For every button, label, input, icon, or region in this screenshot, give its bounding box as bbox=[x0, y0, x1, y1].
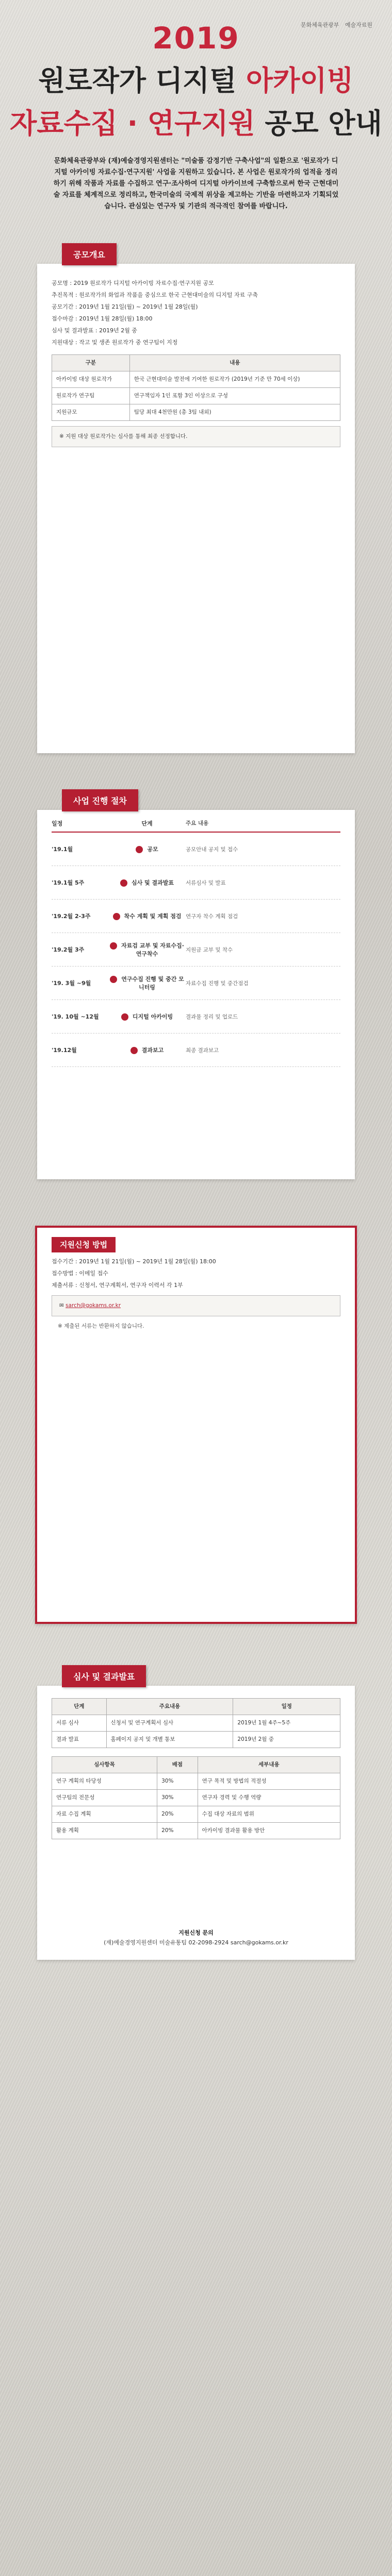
timeline-dot-icon bbox=[136, 846, 143, 853]
timeline-dot-icon bbox=[110, 976, 117, 983]
timeline-date: '19.12월 bbox=[52, 1047, 77, 1054]
timeline-head-date: 일정 bbox=[52, 820, 63, 827]
timeline-dot-icon bbox=[121, 1013, 128, 1021]
table-cell: 한국 근현대미술 발전에 기여한 원로작가 (2019년 기준 만 70세 이상) bbox=[129, 371, 340, 388]
timeline-desc: 최종 결과보고 bbox=[186, 1047, 219, 1054]
timeline-desc: 연구자 착수 계획 점검 bbox=[186, 913, 238, 920]
apply-email-box bbox=[52, 1295, 340, 1316]
timeline-step-label: 결과보고 bbox=[141, 1047, 164, 1054]
timeline-header bbox=[52, 819, 340, 833]
timeline-date: '19. 3월 ~9월 bbox=[52, 980, 91, 987]
timeline-step bbox=[108, 845, 186, 853]
table-header: 배점 bbox=[157, 1757, 198, 1773]
section-review bbox=[37, 1686, 355, 1960]
table-row bbox=[52, 1806, 340, 1823]
timeline-head-desc: 주요 내용 bbox=[186, 820, 209, 826]
table-cell: 자료 수집 계획 bbox=[52, 1806, 157, 1823]
table-row bbox=[52, 1790, 340, 1806]
timeline-date: '19. 10월 ~12월 bbox=[52, 1013, 99, 1020]
contact-block bbox=[52, 1928, 340, 1947]
overview-item: 추진목적 : 원로작가의 화업과 작품을 중심으로 한국 근현대미술의 디지털 자료 구축 bbox=[52, 292, 258, 298]
table-header: 내용 bbox=[129, 355, 340, 371]
section-process-head bbox=[62, 789, 392, 810]
timeline-step bbox=[108, 1012, 186, 1021]
overview-item: 심사 및 결과발표 : 2019년 2월 중 bbox=[52, 327, 137, 334]
overview-list bbox=[52, 278, 340, 347]
timeline-step bbox=[108, 975, 186, 991]
timeline-step bbox=[108, 878, 186, 887]
table-cell: 연구자 경력 및 수행 역량 bbox=[198, 1790, 340, 1806]
section-apply-tab: 지원신청 방법 bbox=[52, 1237, 116, 1252]
section-process-tab: 사업 진행 절차 bbox=[62, 789, 138, 811]
review-table bbox=[52, 1698, 340, 1748]
table-row bbox=[52, 1732, 340, 1748]
table-cell: 원로작가 연구팀 bbox=[52, 388, 130, 404]
overview-note: ※ 지원 대상 원로작가는 심사를 통해 최종 선정합니다. bbox=[52, 426, 340, 447]
hero-title-line1 bbox=[0, 59, 392, 98]
timeline-desc: 자료수집 진행 및 중간점검 bbox=[186, 980, 249, 987]
hero-title-b: 공모 안내 bbox=[255, 107, 382, 140]
hero-title-a: 원로작가 디지털 bbox=[38, 64, 247, 97]
hero-title-a-red: 아카이빙 bbox=[246, 64, 354, 97]
table-cell: 활용 계획 bbox=[52, 1823, 157, 1839]
timeline-dot-icon bbox=[113, 913, 120, 920]
table-cell: 20% bbox=[157, 1806, 198, 1823]
section-review-tab: 심사 및 결과발표 bbox=[62, 1665, 146, 1687]
archive-logo: 예술자료원 bbox=[345, 22, 372, 28]
overview-table bbox=[52, 354, 340, 421]
table-cell: 2019년 1월 4주~5주 bbox=[233, 1715, 340, 1732]
score-table bbox=[52, 1756, 340, 1839]
timeline-dot-icon bbox=[110, 942, 117, 950]
section-overview-head bbox=[62, 243, 392, 264]
timeline-head-step: 단계 bbox=[141, 820, 153, 827]
hero-title-b-red: 자료수집 · 연구지원 bbox=[10, 107, 255, 140]
timeline-dot-icon bbox=[120, 879, 127, 887]
section-review-head bbox=[62, 1665, 392, 1686]
timeline-step-label: 디지털 아카이빙 bbox=[132, 1013, 173, 1020]
timeline-row bbox=[52, 1000, 340, 1033]
contact-text: (재)예술경영지원센터 미술유통팀 02-2098-2924 sarch@gokams.or.kr bbox=[104, 1939, 288, 1946]
table-header: 심사항목 bbox=[52, 1757, 157, 1773]
table-row bbox=[52, 1715, 340, 1732]
table-cell: 아카이빙 결과물 활용 방안 bbox=[198, 1823, 340, 1839]
timeline-date: '19.2월 2-3주 bbox=[52, 913, 91, 920]
table-row bbox=[52, 404, 340, 421]
table-cell: 30% bbox=[157, 1790, 198, 1806]
timeline-step bbox=[108, 941, 186, 958]
overview-item: 지원대상 : 작고 및 생존 원로작가 중 연구팀이 지정 bbox=[52, 339, 178, 346]
ministry-logo: 문화체육관광부 bbox=[300, 22, 339, 28]
hero bbox=[0, 0, 392, 212]
table-cell: 수집 대상 자료의 범위 bbox=[198, 1806, 340, 1823]
apply-item: 접수기간 : 2019년 1월 21일(월) ~ 2019년 1월 28일(월) 18:00 bbox=[52, 1258, 216, 1265]
table-row bbox=[52, 1823, 340, 1839]
table-cell: 20% bbox=[157, 1823, 198, 1839]
timeline-row bbox=[52, 866, 340, 900]
table-cell: 30% bbox=[157, 1773, 198, 1790]
timeline-desc: 지원금 교부 및 착수 bbox=[186, 946, 233, 953]
sponsor-logos bbox=[297, 21, 372, 29]
timeline-desc: 서류심사 및 발표 bbox=[186, 879, 226, 886]
table-row bbox=[52, 1773, 340, 1790]
table-row bbox=[52, 388, 340, 404]
table-header: 일정 bbox=[233, 1699, 340, 1715]
table-cell: 연구책임자 1인 포함 3인 이상으로 구성 bbox=[129, 388, 340, 404]
timeline-date: '19.2월 3주 bbox=[52, 946, 85, 953]
apply-note: ※ 제출된 서류는 반환하지 않습니다. bbox=[58, 1323, 144, 1329]
contact-label: 지원신청 문의 bbox=[178, 1929, 214, 1936]
timeline-step bbox=[108, 1046, 186, 1054]
process-timeline bbox=[37, 810, 355, 1179]
timeline-step-label: 연구수집 진행 및 중간 모니터링 bbox=[121, 976, 184, 991]
apply-email-link[interactable]: sarch@gokams.or.kr bbox=[66, 1302, 121, 1309]
overview-item: 공모명 : 2019 원로작가 디지털 아카이빙 자료수집·연구지원 공모 bbox=[52, 280, 214, 286]
section-apply bbox=[35, 1226, 357, 1624]
timeline-step-label: 공모 bbox=[147, 846, 158, 853]
apply-list bbox=[52, 1257, 340, 1290]
timeline-dot-icon bbox=[130, 1047, 138, 1054]
table-cell: 연구팀의 전문성 bbox=[52, 1790, 157, 1806]
timeline-step-label: 자료검 교부 및 자료수집·연구착수 bbox=[121, 942, 184, 957]
table-header: 주요내용 bbox=[106, 1699, 233, 1715]
timeline-row bbox=[52, 967, 340, 1000]
table-cell: 서류 심사 bbox=[52, 1715, 107, 1732]
hero-year: 2019 bbox=[152, 21, 240, 56]
timeline-desc: 공모안내 공지 및 접수 bbox=[186, 846, 238, 853]
table-cell: 홈페이지 공지 및 개별 통보 bbox=[106, 1732, 233, 1748]
timeline-step bbox=[108, 912, 186, 920]
timeline-row bbox=[52, 933, 340, 967]
timeline-row bbox=[52, 1033, 340, 1067]
table-cell: 아카이빙 대상 원로작가 bbox=[52, 371, 130, 388]
table-cell: 연구 목적 및 방법의 적절성 bbox=[198, 1773, 340, 1790]
table-header: 단계 bbox=[52, 1699, 107, 1715]
table-header: 세부내용 bbox=[198, 1757, 340, 1773]
intro-text: 문화체육관광부와 (재)예술경영지원센터는 "미술품 감정기반 구축사업"의 일환으로 '원로작가 디지털 아카이빙 자료수집·연구지원' 사업을 지원하고 있습니다. 본 사업은 원로작가의 업적을 정리하기 위해 작품과 자료를 수집하고 연구·조사하여 디지털 아카이브에 구축함으로써 한국 근현대미술 자료를 체계적으로 정리하고, 한국미술의 국제적 위상을 제고하는 기반을 마련하고자 기획되었습니다. 관심있는 연구자 및 기관의 적극적인 참여를 바랍니다. bbox=[53, 157, 339, 210]
table-cell: 신청서 및 연구계획서 심사 bbox=[106, 1715, 233, 1732]
section-overview-tab: 공모개요 bbox=[62, 243, 117, 265]
table-cell: 연구 계획의 타당성 bbox=[52, 1773, 157, 1790]
table-cell: 2019년 2월 중 bbox=[233, 1732, 340, 1748]
timeline-step-label: 착수 계획 및 계획 점검 bbox=[124, 913, 182, 920]
table-cell: 지원규모 bbox=[52, 404, 130, 421]
table-cell: 결과 발표 bbox=[52, 1732, 107, 1748]
apply-item: 제출서류 : 신청서, 연구계획서, 연구자 이력서 각 1부 bbox=[52, 1282, 183, 1289]
timeline-row bbox=[52, 900, 340, 933]
table-cell: 팀당 최대 4천만원 (총 3팀 내외) bbox=[129, 404, 340, 421]
overview-item: 공모기간 : 2019년 1월 21일(월) ~ 2019년 1월 28일(월) bbox=[52, 303, 198, 310]
timeline-desc: 결과물 정리 및 업로드 bbox=[186, 1013, 238, 1020]
timeline-date: '19.1월 bbox=[52, 846, 73, 853]
overview-item: 접수마감 : 2019년 1월 28일(월) 18:00 bbox=[52, 315, 153, 322]
table-header: 구분 bbox=[52, 355, 130, 371]
table-row bbox=[52, 371, 340, 388]
apply-item: 접수방법 : 이메일 접수 bbox=[52, 1270, 108, 1277]
timeline-date: '19.1월 5주 bbox=[52, 879, 85, 886]
timeline-step-label: 심사 및 결과발표 bbox=[131, 879, 174, 886]
hero-title-line2 bbox=[0, 101, 392, 141]
timeline-row bbox=[52, 833, 340, 866]
mail-icon: ✉ bbox=[59, 1302, 66, 1309]
section-overview bbox=[37, 264, 355, 753]
